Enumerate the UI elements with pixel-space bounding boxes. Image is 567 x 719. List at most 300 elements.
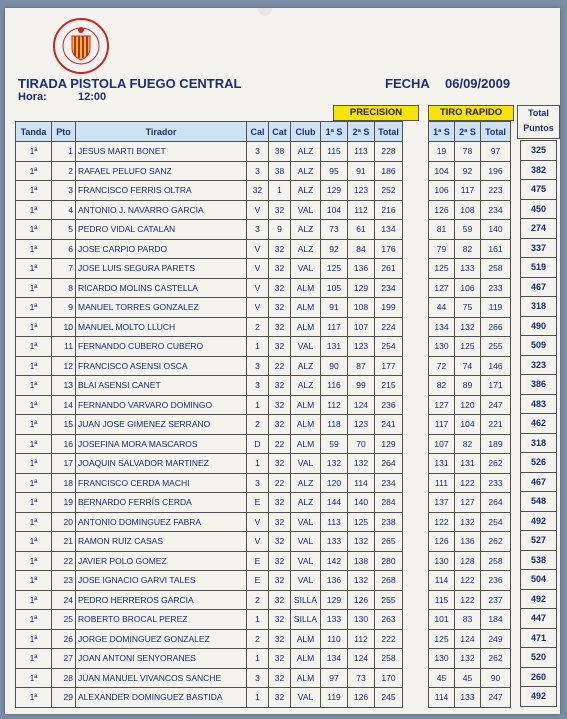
cell-t1: 45 — [429, 668, 455, 688]
cell-club: VAL — [291, 454, 321, 474]
cell-total-puntos: 462 — [521, 414, 557, 434]
cell-pto: 4 — [52, 200, 76, 220]
cell-tirador: FRANCISCO ASENSI OSCA — [76, 356, 247, 376]
cell-pto: 9 — [52, 298, 76, 318]
cell-cat: 9 — [269, 220, 291, 240]
tiro-row — [429, 610, 511, 630]
cell-ttot: 189 — [481, 434, 511, 454]
total-row — [521, 160, 557, 180]
cell-ttot: 221 — [481, 415, 511, 435]
total-row — [521, 277, 557, 297]
cell-cat: 32 — [269, 395, 291, 415]
cell-pto: 18 — [52, 473, 76, 493]
cell-tanda: 1ª — [16, 629, 52, 649]
cell-pto: 19 — [52, 493, 76, 513]
cell-total-puntos: 323 — [521, 355, 557, 375]
cell-ttot: 262 — [481, 649, 511, 669]
tiro-row — [429, 161, 511, 181]
col-prec-total: Total — [375, 122, 403, 142]
cell-cal: E — [247, 493, 269, 513]
cell-club: ALM — [291, 434, 321, 454]
cell-club: VAL — [291, 337, 321, 357]
tiro-row — [429, 668, 511, 688]
cell-tanda: 1ª — [16, 649, 52, 669]
cell-tanda: 1ª — [16, 220, 52, 240]
total-label: Total — [528, 108, 549, 118]
cell-total-puntos: 450 — [521, 199, 557, 219]
cell-pto: 12 — [52, 356, 76, 376]
cell-total-puntos: 467 — [521, 277, 557, 297]
col-cat: Cat — [269, 122, 291, 142]
cell-tanda: 1ª — [16, 688, 52, 708]
cell-pto: 5 — [52, 220, 76, 240]
cell-p2: 70 — [348, 434, 375, 454]
cell-total-puntos: 548 — [521, 492, 557, 512]
cell-p1: 142 — [321, 551, 348, 571]
tiro-row — [429, 434, 511, 454]
cell-tanda: 1ª — [16, 200, 52, 220]
cell-t1: 107 — [429, 434, 455, 454]
cell-tirador: FRANCISCO CERDA MACHI — [76, 473, 247, 493]
cell-ttot: 262 — [481, 532, 511, 552]
cell-cal: 2 — [247, 590, 269, 610]
cell-cal: 1 — [247, 610, 269, 630]
cell-t1: 106 — [429, 181, 455, 201]
table-row — [16, 161, 403, 181]
cell-ptot: 264 — [375, 454, 403, 474]
cell-total-puntos: 318 — [521, 433, 557, 453]
cell-p1: 115 — [321, 142, 348, 162]
cell-cal: V — [247, 200, 269, 220]
cell-total-puntos: 475 — [521, 180, 557, 200]
cell-p2: 129 — [348, 278, 375, 298]
col-pto: Pto — [52, 122, 76, 142]
cell-total-puntos: 527 — [521, 531, 557, 551]
cell-tanda: 1ª — [16, 142, 52, 162]
cell-tirador: JOAN ANTONI SENYORANES — [76, 649, 247, 669]
col-tanda: Tanda — [16, 122, 52, 142]
cell-ttot: 184 — [481, 610, 511, 630]
cell-cat: 22 — [269, 434, 291, 454]
cell-t2: 89 — [455, 376, 481, 396]
cell-t2: 125 — [455, 337, 481, 357]
cell-club: VAL — [291, 512, 321, 532]
col-tiro-1s: 1ª S — [429, 122, 455, 142]
total-row — [521, 316, 557, 336]
cell-club: ALM — [291, 649, 321, 669]
cell-tirador: MANUEL TORRES GONZALEZ — [76, 298, 247, 318]
cell-ptot: 280 — [375, 551, 403, 571]
total-puntos-table — [520, 140, 557, 707]
tiro-row — [429, 356, 511, 376]
cell-pto: 25 — [52, 610, 76, 630]
cell-p2: 132 — [348, 454, 375, 474]
hora-value: 12:00 — [78, 91, 107, 103]
cell-tanda: 1ª — [16, 610, 52, 630]
table-row — [16, 434, 403, 454]
cell-p1: 90 — [321, 356, 348, 376]
cell-pto: 15 — [52, 415, 76, 435]
cell-cal: V — [247, 512, 269, 532]
cell-t1: 137 — [429, 493, 455, 513]
fecha-value: 06/09/2009 — [445, 76, 511, 91]
col-prec-2s: 2ª S — [348, 122, 375, 142]
cell-ptot: 234 — [375, 473, 403, 493]
cell-tanda: 1ª — [16, 415, 52, 435]
col-tiro-total: Total — [481, 122, 511, 142]
cell-p1: 120 — [321, 473, 348, 493]
cell-total-puntos: 492 — [521, 511, 557, 531]
cell-total-puntos: 447 — [521, 609, 557, 629]
tiro-row — [429, 220, 511, 240]
cell-tirador: JOSE LUIS SEGURA PARETS — [76, 259, 247, 279]
cell-cal: E — [247, 571, 269, 591]
cell-t1: 104 — [429, 161, 455, 181]
table-row — [16, 590, 403, 610]
cell-club: ALM — [291, 395, 321, 415]
cell-tanda: 1ª — [16, 298, 52, 318]
cell-p1: 132 — [321, 454, 348, 474]
tiro-row — [429, 239, 511, 259]
cell-tanda: 1ª — [16, 551, 52, 571]
tiro-row — [429, 278, 511, 298]
cell-total-puntos: 492 — [521, 687, 557, 707]
cell-t1: 122 — [429, 512, 455, 532]
cell-club: VAL — [291, 200, 321, 220]
total-puntos-header — [517, 105, 560, 139]
cell-p2: 91 — [348, 161, 375, 181]
total-row — [521, 589, 557, 609]
total-row — [521, 141, 557, 161]
cell-tanda: 1ª — [16, 317, 52, 337]
fecha-label: FECHA — [385, 76, 430, 91]
cell-p2: 107 — [348, 317, 375, 337]
cell-tirador: JESUS MARTI BONET — [76, 142, 247, 162]
table-row — [16, 259, 403, 279]
cell-total-puntos: 483 — [521, 394, 557, 414]
cell-tanda: 1ª — [16, 512, 52, 532]
cell-pto: 24 — [52, 590, 76, 610]
cell-t2: 92 — [455, 161, 481, 181]
cell-tirador: BERNARDO FERRÍS CERDA — [76, 493, 247, 513]
total-row — [521, 219, 557, 239]
cell-p2: 84 — [348, 239, 375, 259]
cell-tirador: FERNANDO VARVARO DOMINGO — [76, 395, 247, 415]
tiro-row — [429, 532, 511, 552]
cell-club: ALZ — [291, 220, 321, 240]
cell-pto: 29 — [52, 688, 76, 708]
cell-t1: 82 — [429, 376, 455, 396]
cell-tirador: JOSE CARPIO PARDO — [76, 239, 247, 259]
cell-t2: 82 — [455, 239, 481, 259]
cell-club: VAL — [291, 551, 321, 571]
total-row — [521, 375, 557, 395]
cell-ttot: 258 — [481, 551, 511, 571]
cell-p2: 61 — [348, 220, 375, 240]
tiro-row — [429, 200, 511, 220]
cell-club: ALZ — [291, 181, 321, 201]
cell-cal: 3 — [247, 473, 269, 493]
cell-cal: 3 — [247, 376, 269, 396]
cell-tirador: FRANCISCO FERRIS OLTRA — [76, 181, 247, 201]
cell-ttot: 266 — [481, 317, 511, 337]
cell-ptot: 234 — [375, 278, 403, 298]
cell-t1: 126 — [429, 200, 455, 220]
cell-pto: 27 — [52, 649, 76, 669]
cell-total-puntos: 492 — [521, 589, 557, 609]
table-row — [16, 356, 403, 376]
cell-tanda: 1ª — [16, 278, 52, 298]
table-row — [16, 317, 403, 337]
cell-p2: 132 — [348, 571, 375, 591]
total-row — [521, 628, 557, 648]
cell-club: ALM — [291, 629, 321, 649]
cell-p2: 124 — [348, 395, 375, 415]
cell-cal: 2 — [247, 415, 269, 435]
cell-pto: 28 — [52, 668, 76, 688]
cell-club: ALZ — [291, 142, 321, 162]
cell-tirador: ROBERTO BROCAL PEREZ — [76, 610, 247, 630]
cell-tirador: JOAQUIN SALVADOR MARTINEZ — [76, 454, 247, 474]
cell-club: VAL — [291, 688, 321, 708]
cell-t1: 134 — [429, 317, 455, 337]
total-row — [521, 355, 557, 375]
cell-pto: 13 — [52, 376, 76, 396]
cell-tanda: 1ª — [16, 532, 52, 552]
results-table — [15, 121, 403, 708]
cell-club: SILLA — [291, 610, 321, 630]
cell-t1: 130 — [429, 551, 455, 571]
cell-tirador: RICARDO MOLINS CASTELLA — [76, 278, 247, 298]
cell-pto: 3 — [52, 181, 76, 201]
total-row — [521, 336, 557, 356]
cell-t1: 111 — [429, 473, 455, 493]
cell-ttot: 258 — [481, 259, 511, 279]
cell-cat: 32 — [269, 532, 291, 552]
cell-t2: 75 — [455, 298, 481, 318]
cell-p1: 105 — [321, 278, 348, 298]
total-row — [521, 394, 557, 414]
cell-ptot: 228 — [375, 142, 403, 162]
cell-ttot: 262 — [481, 454, 511, 474]
cell-cat: 32 — [269, 571, 291, 591]
cell-ttot: 171 — [481, 376, 511, 396]
cell-cat: 32 — [269, 259, 291, 279]
cell-pto: 16 — [52, 434, 76, 454]
cell-ttot: 97 — [481, 142, 511, 162]
cell-total-puntos: 504 — [521, 570, 557, 590]
cell-cat: 32 — [269, 629, 291, 649]
cell-ttot: 223 — [481, 181, 511, 201]
results-sheet — [5, 8, 560, 714]
cell-p2: 99 — [348, 376, 375, 396]
cell-p1: 110 — [321, 629, 348, 649]
cell-cat: 1 — [269, 181, 291, 201]
cell-t2: 59 — [455, 220, 481, 240]
cell-tirador: MANUEL MOLTO LLUCH — [76, 317, 247, 337]
tiro-row — [429, 688, 511, 708]
cell-ttot: 247 — [481, 395, 511, 415]
cell-ttot: 254 — [481, 512, 511, 532]
cell-cat: 32 — [269, 317, 291, 337]
total-row — [521, 199, 557, 219]
cell-t1: 125 — [429, 629, 455, 649]
table-row — [16, 649, 403, 669]
table-row — [16, 200, 403, 220]
cell-ptot: 224 — [375, 317, 403, 337]
cell-club: SILLA — [291, 590, 321, 610]
cell-ptot: 215 — [375, 376, 403, 396]
cell-ptot: 236 — [375, 395, 403, 415]
col-club: Club — [291, 122, 321, 142]
cell-p1: 129 — [321, 181, 348, 201]
cell-tirador: PEDRO HERREROS GARCIA — [76, 590, 247, 610]
cell-ptot: 176 — [375, 239, 403, 259]
cell-pto: 20 — [52, 512, 76, 532]
cell-t1: 81 — [429, 220, 455, 240]
cell-ttot: 234 — [481, 200, 511, 220]
cell-tirador: ANTONIO J. NAVARRO GARCIA — [76, 200, 247, 220]
cell-total-puntos: 382 — [521, 160, 557, 180]
cell-ptot: 134 — [375, 220, 403, 240]
cell-ptot: 245 — [375, 688, 403, 708]
cell-t2: 136 — [455, 532, 481, 552]
cell-ttot: 237 — [481, 590, 511, 610]
cell-p2: 124 — [348, 649, 375, 669]
cell-t2: 132 — [455, 512, 481, 532]
cell-tirador: JOSEFINA MORA MASCAROS — [76, 434, 247, 454]
cell-tirador: ALEXANDER DOMINGUEZ BASTIDA — [76, 688, 247, 708]
cell-ptot: 284 — [375, 493, 403, 513]
cell-t1: 115 — [429, 590, 455, 610]
cell-p1: 117 — [321, 317, 348, 337]
cell-cat: 38 — [269, 142, 291, 162]
cell-t1: 19 — [429, 142, 455, 162]
cell-pto: 22 — [52, 551, 76, 571]
cell-p2: 113 — [348, 142, 375, 162]
cell-p1: 119 — [321, 688, 348, 708]
cell-ptot: 265 — [375, 532, 403, 552]
cell-t2: 108 — [455, 200, 481, 220]
cell-ttot: 233 — [481, 473, 511, 493]
cell-cal: V — [247, 278, 269, 298]
cell-cal: 2 — [247, 629, 269, 649]
cell-ptot: 255 — [375, 590, 403, 610]
tiro-rapido-group-label: TIRO RAPIDO — [428, 105, 514, 121]
total-row — [521, 511, 557, 531]
cell-tirador: BLAI ASENSI CANET — [76, 376, 247, 396]
cell-tirador: RAMON RUIZ CASAS — [76, 532, 247, 552]
cell-t2: 122 — [455, 473, 481, 493]
cell-p2: 123 — [348, 415, 375, 435]
cell-tanda: 1ª — [16, 376, 52, 396]
cell-ttot: 247 — [481, 688, 511, 708]
table-row — [16, 298, 403, 318]
cell-total-puntos: 519 — [521, 258, 557, 278]
tiro-row — [429, 415, 511, 435]
cell-cal: 1 — [247, 395, 269, 415]
cell-p1: 136 — [321, 571, 348, 591]
cell-cat: 32 — [269, 590, 291, 610]
cell-ptot: 199 — [375, 298, 403, 318]
cell-t1: 130 — [429, 649, 455, 669]
total-row — [521, 687, 557, 707]
cell-p2: 112 — [348, 200, 375, 220]
tiro-row — [429, 629, 511, 649]
cell-ttot: 140 — [481, 220, 511, 240]
cell-pto: 26 — [52, 629, 76, 649]
total-row — [521, 414, 557, 434]
cell-pto: 8 — [52, 278, 76, 298]
cell-t2: 78 — [455, 142, 481, 162]
cell-tirador: JUAN JOSE GIMENEZ SERRANO — [76, 415, 247, 435]
cell-club: ALM — [291, 415, 321, 435]
table-row — [16, 668, 403, 688]
cell-ptot: 241 — [375, 415, 403, 435]
page-title: TIRADA PISTOLA FUEGO CENTRAL — [18, 76, 242, 91]
cell-t1: 72 — [429, 356, 455, 376]
cell-ttot: 255 — [481, 337, 511, 357]
cell-club: VAL — [291, 259, 321, 279]
table-row — [16, 142, 403, 162]
cell-tanda: 1ª — [16, 161, 52, 181]
cell-t1: 44 — [429, 298, 455, 318]
cell-t1: 101 — [429, 610, 455, 630]
tiro-header-row — [429, 122, 511, 142]
cell-tanda: 1ª — [16, 668, 52, 688]
cell-cat: 32 — [269, 337, 291, 357]
cell-cal: 1 — [247, 688, 269, 708]
cell-club: ALZ — [291, 473, 321, 493]
cell-cat: 32 — [269, 376, 291, 396]
total-row — [521, 472, 557, 492]
cell-ptot: 258 — [375, 649, 403, 669]
cell-club: ALZ — [291, 356, 321, 376]
table-row — [16, 220, 403, 240]
cell-ptot: 216 — [375, 200, 403, 220]
table-row — [16, 629, 403, 649]
tiro-row — [429, 298, 511, 318]
cell-tirador: JOSE IGNACIO GARVI TALES — [76, 571, 247, 591]
cell-ttot: 146 — [481, 356, 511, 376]
cell-p2: 112 — [348, 629, 375, 649]
cell-t2: 83 — [455, 610, 481, 630]
cell-cal: D — [247, 434, 269, 454]
cell-t2: 120 — [455, 395, 481, 415]
cell-cal: V — [247, 239, 269, 259]
cell-tanda: 1ª — [16, 395, 52, 415]
cell-ttot: 236 — [481, 571, 511, 591]
cell-p1: 134 — [321, 649, 348, 669]
cell-total-puntos: 526 — [521, 453, 557, 473]
cell-p2: 108 — [348, 298, 375, 318]
cell-t2: 104 — [455, 415, 481, 435]
cell-p1: 104 — [321, 200, 348, 220]
total-row — [521, 531, 557, 551]
cell-total-puntos: 509 — [521, 336, 557, 356]
cell-p1: 133 — [321, 532, 348, 552]
cell-club: ALZ — [291, 376, 321, 396]
table-header-row — [16, 122, 403, 142]
cell-cat: 22 — [269, 356, 291, 376]
cell-cat: 32 — [269, 649, 291, 669]
cell-tanda: 1ª — [16, 239, 52, 259]
table-row — [16, 493, 403, 513]
cell-pto: 2 — [52, 161, 76, 181]
cell-cal: 3 — [247, 142, 269, 162]
cell-p1: 97 — [321, 668, 348, 688]
cell-pto: 10 — [52, 317, 76, 337]
